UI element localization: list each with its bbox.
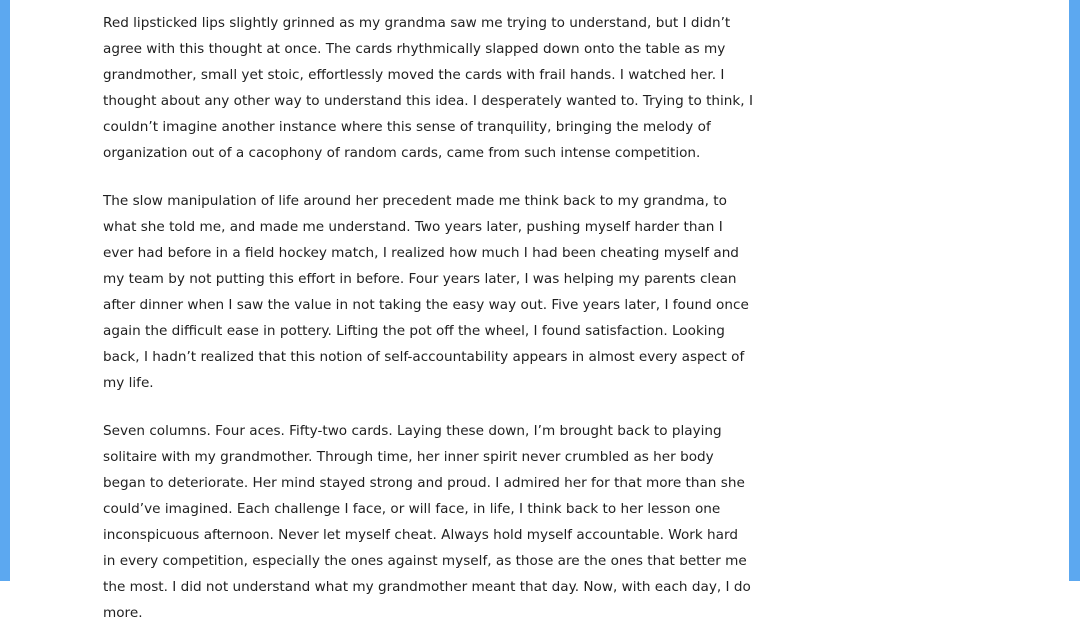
right-side-bar: [1069, 0, 1080, 581]
article-body: [103, 10, 753, 626]
paragraph-2: The slow manipulation of life around her precedent made me think back to my grandma, to what she told me, and made me understand. Two years later, pushing myself harder than I ever had before in a field hockey match, I realized how much I had been cheating myself and my team by not putting this effort in before. Four years later, I was helping my parents clean after dinner when I saw the value in not taking the easy way out. Five years later, I found once again the difficult ease in pottery. Lifting the pot off the wheel, I found satisfaction. Looking back, I hadn’t realized that this notion of self-accountability appears in almost every aspect of my life.: [103, 193, 749, 391]
paragraph-1: Red lipsticked lips slightly grinned as my grandma saw me trying to understand, but I didn’t agree with this thought at once. The cards rhythmically slapped down onto the table as my grandmother, small yet stoic, effortlessly moved the cards with frail hands. I watched her. I thought about any other way to understand this idea. I desperately wanted to. Trying to think, I couldn’t imagine another instance where this sense of tranquility, bringing the melody of organization out of a cacophony of random cards, came from such intense competition.: [103, 15, 753, 161]
paragraph-3: Seven columns. Four aces. Fifty-two cards. Laying these down, I’m brought back to playing solitaire with my grandmother. Through time, her inner spirit never crumbled as her body began to deteriorate. Her mind stayed strong and proud. I admired her for that more than she could’ve imagined. Each challenge I face, or will face, in life, I think back to her lesson one inconspicuous afternoon. Never let myself cheat. Always hold myself accountable. Work hard in every competition, especially the ones against myself, as those are the ones that better me the most. I did not understand what my grandmother meant that day. Now, with each day, I do more.: [103, 423, 751, 621]
left-side-bar: [0, 0, 10, 581]
